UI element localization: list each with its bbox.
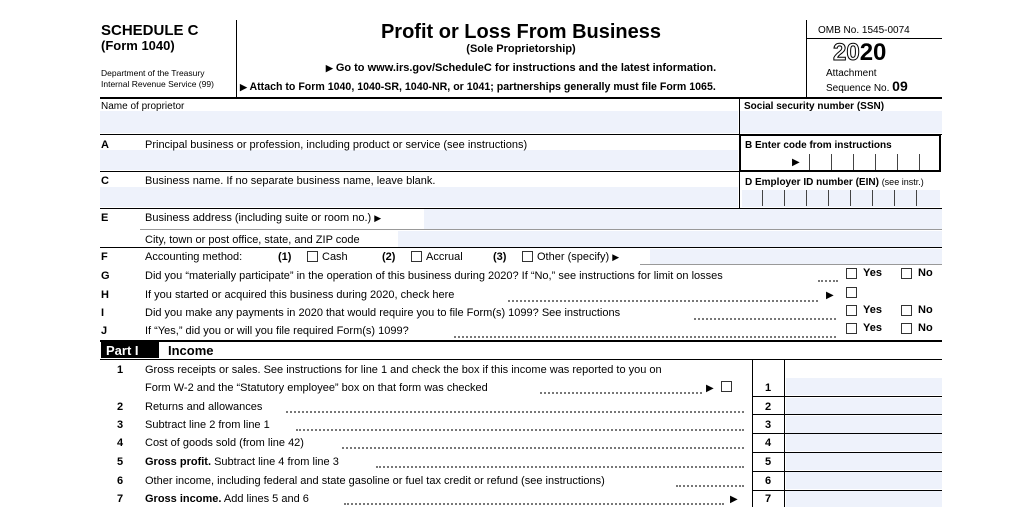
option-other-number: (3) [493,251,507,263]
line-f-label: Accounting method: [145,251,243,263]
form-number: (Form 1040) [101,38,175,53]
line-i-letter: I [101,307,105,319]
city-state-zip-input[interactable] [398,231,942,247]
proprietor-name-input[interactable] [100,111,738,133]
line-box-number: 3 [764,419,772,431]
line-g-label: Did you “materially participate” in the operation of this business during 2020? If “No,” see instructions for limit on losses [145,270,723,282]
tax-year [833,40,886,66]
line-box-number: 1 [764,382,772,394]
arrow-icon: ▶ [792,157,800,168]
line-bold-text: Gross income. [145,493,222,505]
arrow-icon: ▶ [706,383,714,394]
line-box-number: 6 [764,475,772,487]
arrow-icon: ▶ [826,290,834,301]
line-e-label-address [145,212,381,225]
j-yes-checkbox[interactable] [846,323,857,334]
j-yes-label: Yes [863,322,882,334]
address-label: Business address (including suite or room no.) [145,212,372,224]
line-text: Cost of goods sold (from line 42) [145,437,304,449]
line-a-letter: A [101,139,109,151]
line-number: 1 [117,364,124,376]
attach-text: Attach to Form 1040, 1040-SR, 1040-NR, or 1041; partnerships generally must file Form 1065. [249,81,716,93]
line-number: 5 [117,456,124,468]
ssn-label: Social security number (SSN) [744,101,885,112]
i-yes-label: Yes [863,304,882,316]
line-d-label [745,176,924,189]
arrow-icon: ▶ [730,494,738,505]
line-b-label: B Enter code from instructions [745,140,892,151]
line-box-number: 7 [764,493,772,505]
ssn-input[interactable] [740,111,942,133]
line-j-letter: J [101,325,108,337]
h-started-checkbox[interactable] [846,287,857,298]
line-c-letter: C [101,175,109,187]
line-g-letter: G [101,270,110,282]
ein-label: D Employer ID number (EIN) [745,177,879,188]
principal-business-input[interactable] [100,150,738,170]
line-box-number: 5 [764,456,772,468]
option-other-label [537,251,619,264]
line-2-amount[interactable] [786,398,942,415]
line-6-amount[interactable] [786,472,942,489]
department-name: Department of the Treasury [101,68,205,78]
other-method-input[interactable] [650,249,942,264]
i-no-label: No [918,304,933,316]
tax-year-bold: 20 [859,39,887,66]
i-no-checkbox[interactable] [901,305,912,316]
line-7-amount[interactable] [786,491,942,507]
line-number: 7 [117,493,124,505]
line-c-label: Business name. If no separate business name, leave blank. [145,175,436,187]
option-accrual-number: (2) [382,251,396,263]
j-no-checkbox[interactable] [901,323,912,334]
ein-note: (see instr.) [881,177,924,187]
cash-checkbox[interactable] [307,251,318,262]
line-box-number: 4 [764,437,772,449]
line-number: 6 [117,475,124,487]
line-number: 2 [117,401,124,413]
proprietor-name-label: Name of proprietor [101,101,185,112]
line-plain-text: Subtract line 4 from line 3 [214,456,339,468]
option-cash-label: Cash [322,251,348,263]
accrual-checkbox[interactable] [411,251,422,262]
line-number: 4 [117,437,124,449]
arrow-icon: ▶ [240,82,247,92]
line-number: 3 [117,419,124,431]
omb-number: OMB No. 1545-0074 [818,25,910,36]
j-no-label: No [918,322,933,334]
line-i-label: Did you make any payments in 2020 that would require you to file Form(s) 1099? See instructions [145,307,621,319]
line-text: Other income, including federal and state gasoline or fuel tax credit or refund (see instructions) [145,475,605,487]
line-plain-text: Add lines 5 and 6 [223,493,309,505]
form-subtitle: (Sole Proprietorship) [466,43,576,55]
attach-instructions [240,81,716,94]
line-f-letter: F [101,251,108,263]
g-no-label: No [918,267,933,279]
business-address-input[interactable] [424,209,942,229]
option-accrual-label: Accrual [426,251,463,263]
attachment-label: Attachment [826,68,877,79]
line-e-label-city: City, town or post office, state, and ZIP code [145,234,360,246]
sequence-value: 09 [892,78,908,94]
arrow-icon: ▶ [374,213,382,223]
line-e-letter: E [101,212,109,224]
line-text [145,456,339,469]
g-no-checkbox[interactable] [901,268,912,279]
form-title: Profit or Loss From Business [380,21,662,43]
line-text-cont: Form W-2 and the “Statutory employee” box on that form was checked [145,382,488,394]
line-3-amount[interactable] [786,416,942,433]
line-box-number: 2 [764,401,772,413]
tax-year-outline: 20 [833,39,860,66]
g-yes-checkbox[interactable] [846,268,857,279]
arrow-icon: ▶ [612,252,620,262]
line-h-label: If you started or acquired this business during 2020, check here [145,289,455,301]
part-i-title: Income [168,343,214,358]
i-yes-checkbox[interactable] [846,305,857,316]
goto-text: Go to www.irs.gov/ScheduleC for instructions and the latest information. [335,62,717,74]
line-j-label: If “Yes,” did you or will you file required Form(s) 1099? [145,325,409,337]
goto-instructions [236,62,806,75]
line-bold-text: Gross profit. [145,456,212,468]
irs-name: Internal Revenue Service (99) [101,79,214,89]
line-h-letter: H [101,289,109,301]
line-text [145,493,309,506]
other-specify-label: Other (specify) [537,251,610,263]
part-i-label: Part I [106,343,139,358]
line-a-label: Principal business or profession, including product or service (see instructions) [145,139,528,151]
line-4-amount[interactable] [786,434,942,451]
line-text: Gross receipts or sales. See instructions for line 1 and check the box if this income was reported to you on [145,364,662,376]
line-text: Returns and allowances [145,401,263,413]
statutory-employee-checkbox[interactable] [721,381,732,392]
sequence-label: Sequence No. [826,83,890,94]
business-name-input[interactable] [100,187,738,207]
g-yes-label: Yes [863,267,882,279]
form-name: SCHEDULE C [101,22,199,39]
line-5-amount[interactable] [786,453,942,470]
sequence-number [826,80,908,95]
option-cash-number: (1) [278,251,292,263]
other-checkbox[interactable] [522,251,533,262]
ein-input[interactable] [742,190,940,207]
line-1-amount[interactable] [786,378,942,395]
arrow-icon: ▶ [325,63,333,73]
line-text: Subtract line 2 from line 1 [145,419,270,431]
